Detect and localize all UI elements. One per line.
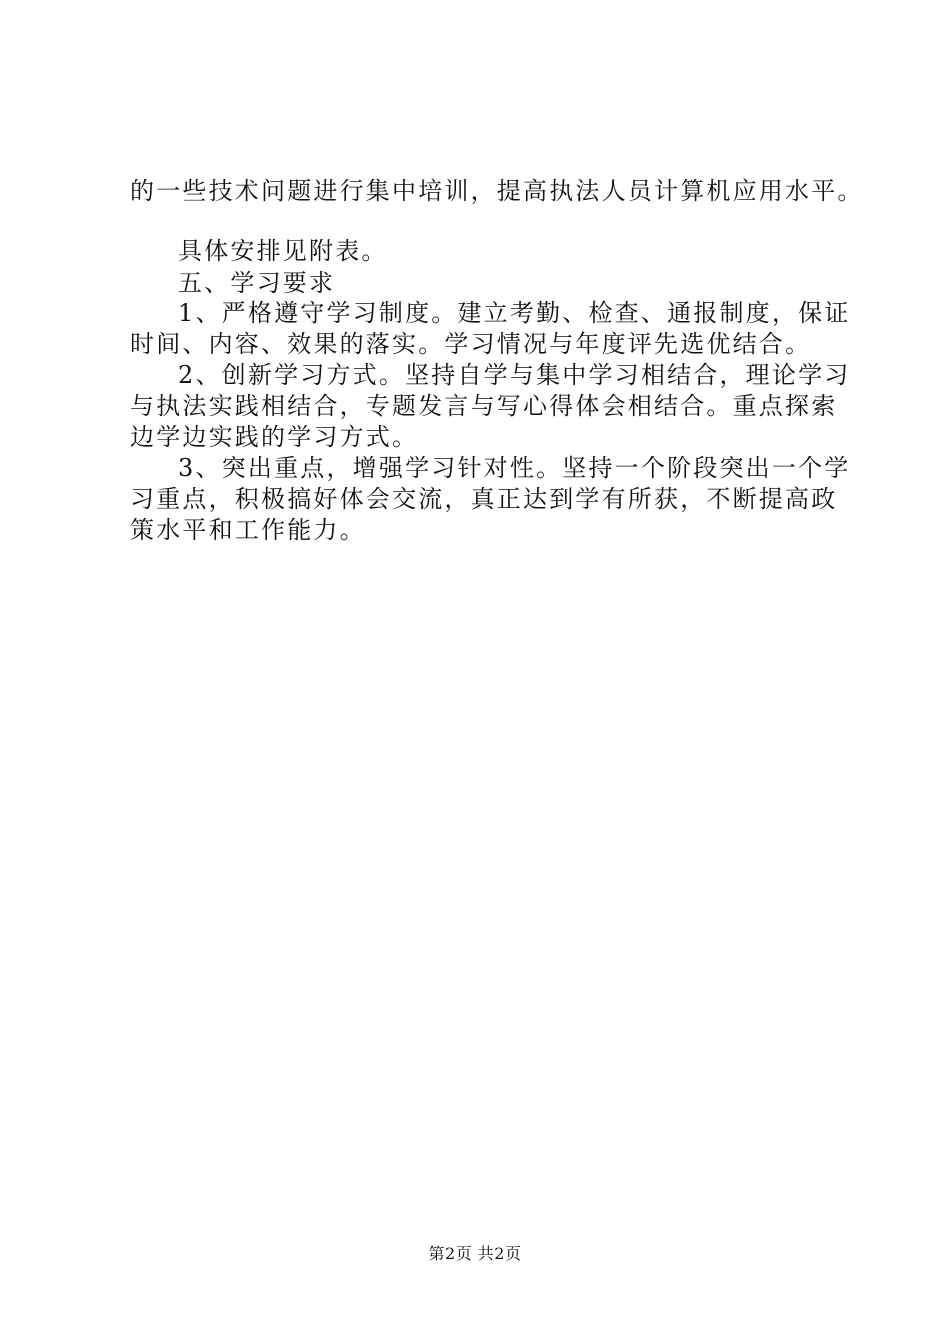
paragraph-line: 的一些技术问题进行集中培训，提高执法人员计算机应用水平。 [130, 177, 864, 205]
section-heading: 五、学习要求 [178, 269, 336, 297]
paragraph-line: 1、严格遵守学习制度。建立考勤、检查、通报制度，保证 [178, 299, 851, 327]
paragraph-line: 2、创新学习方式。坚持自学与集中学习相结合，理论学习 [178, 361, 851, 389]
paragraph-line: 习重点，积极搞好体会交流，真正达到学有所获，不断提高政 [130, 485, 838, 513]
paragraph-line: 时间、内容、效果的落实。学习情况与年度评先选优结合。 [130, 330, 812, 358]
paragraph-line: 具体安排见附表。 [178, 237, 388, 265]
paragraph-line: 边学边实践的学习方式。 [130, 423, 419, 451]
page-number-footer: 第2页 共2页 [428, 1244, 522, 1263]
paragraph-line: 3、突出重点，增强学习针对性。坚持一个阶段突出一个学 [178, 454, 851, 482]
paragraph-line: 与执法实践相结合，专题发言与写心得体会相结合。重点探索 [130, 392, 838, 420]
paragraph-line: 策水平和工作能力。 [130, 516, 366, 544]
